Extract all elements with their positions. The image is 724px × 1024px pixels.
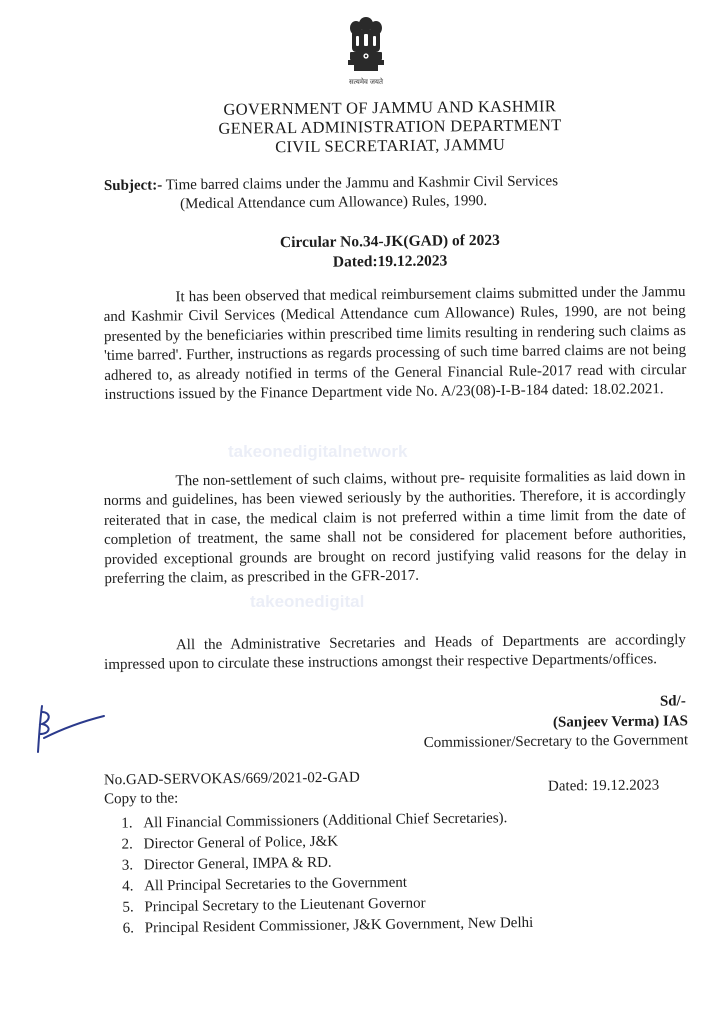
- paragraph-non-settlement-text: The non-settlement of such claims, without pre- requisite formalities as laid down in norms and guidelines, has been viewed seriously by the authorities. Therefore, it is accordingly reiterated that in case, the medical claim is not preferred within a time limit from the date of completion of treatment, the same shall not be considered for placement before authorities, provided exceptional grounds are brought on record justifying valid reasons for the delay in preferring the claim, as prescribed in the GFR-2017.: [103, 467, 687, 588]
- paragraph-observation: [103, 283, 686, 406]
- circular-date: Dated:19.12.2023: [332, 252, 448, 271]
- signature-sd: Sd/-: [659, 693, 686, 710]
- paragraph-observation-text: It has been observed that medical reimbursement claims submitted under the Jammu and Kashmir Civil Services (Medical Attendance cum Allowance) Rules, 1990, are not being presented by the beneficiaries within prescribed time limits resulting in rendering such claims as 'time barred'. Further, instructions as regards processing of such time barred claims are not being adhered to, as already notified in terms of the General Financial Rule-2017 read with circular instructions issued by the Finance Department vide No. A/23(08)-I-B-184 dated: 18.02.2021.: [103, 283, 687, 404]
- list-item-number: 3.: [121, 857, 134, 874]
- heading-line-department: GENERAL ADMINISTRATION DEPARTMENT: [218, 115, 562, 138]
- list-item-text: Principal Resident Commissioner, J&K Government, New Delhi: [144, 914, 534, 937]
- list-item-text: All Financial Commissioners (Additional Chief Secretaries).: [143, 810, 508, 832]
- department-heading: [180, 96, 601, 157]
- heading-line-government: GOVERNMENT OF JAMMU AND KASHMIR: [223, 96, 557, 119]
- list-item-number: 4.: [122, 878, 134, 895]
- list-item-text: Principal Secretary to the Lieutenant Governor: [144, 895, 426, 916]
- paragraph-non-settlement: [103, 467, 686, 590]
- watermark-text-secondary: takeonedigital: [250, 592, 365, 611]
- subject-block: [104, 171, 684, 215]
- list-item-number: 1.: [121, 815, 133, 832]
- lion-capital-icon: [342, 14, 390, 80]
- signature-block: [360, 692, 689, 754]
- circular-header: [230, 230, 550, 273]
- list-item-text: All Principal Secretaries to the Government: [144, 874, 408, 895]
- subject-text-line2: (Medical Attendance cum Allowance) Rules, 1990.: [180, 193, 488, 213]
- paragraph-circulation: [104, 631, 686, 676]
- reference-block: [104, 769, 360, 810]
- copy-recipient-list: [121, 806, 643, 939]
- circular-number: Circular No.34-JK(GAD) of 2023: [279, 231, 500, 252]
- paragraph-circulation-text: All the Administrative Secretaries and Heads of Departments are accordingly impressed upon to circulate these instructions amongst their respective Departments/offices.: [104, 631, 686, 674]
- list-item-number: 2.: [121, 836, 133, 853]
- heading-line-secretariat: CIVIL SECRETARIAT, JAMMU: [275, 134, 506, 157]
- watermark-text: takeonedigitalnetwork: [228, 442, 408, 461]
- reference-date: Dated: 19.12.2023: [547, 777, 660, 795]
- signatory-name: (Sanjeev Verma) IAS: [552, 712, 689, 731]
- subject-text-line1: Time barred claims under the Jammu and Kashmir Civil Services: [165, 173, 559, 194]
- signatory-designation: Commissioner/Secretary to the Government: [423, 732, 689, 752]
- emblem-motto: सत्यमेव जयते: [349, 78, 383, 86]
- national-emblem-logo: [336, 14, 396, 94]
- subject-label: Subject:-: [103, 177, 163, 195]
- list-item-number: 6.: [122, 920, 135, 937]
- list-item-text: Director General, IMPA & RD.: [143, 854, 332, 874]
- handwritten-initials: [26, 702, 116, 756]
- list-item-text: Director General of Police, J&K: [143, 833, 339, 853]
- copy-to-label: Copy to the:: [104, 790, 179, 808]
- reference-number: No.GAD-SERVOKAS/669/2021-02-GAD: [103, 769, 360, 789]
- list-item-number: 5.: [122, 899, 134, 916]
